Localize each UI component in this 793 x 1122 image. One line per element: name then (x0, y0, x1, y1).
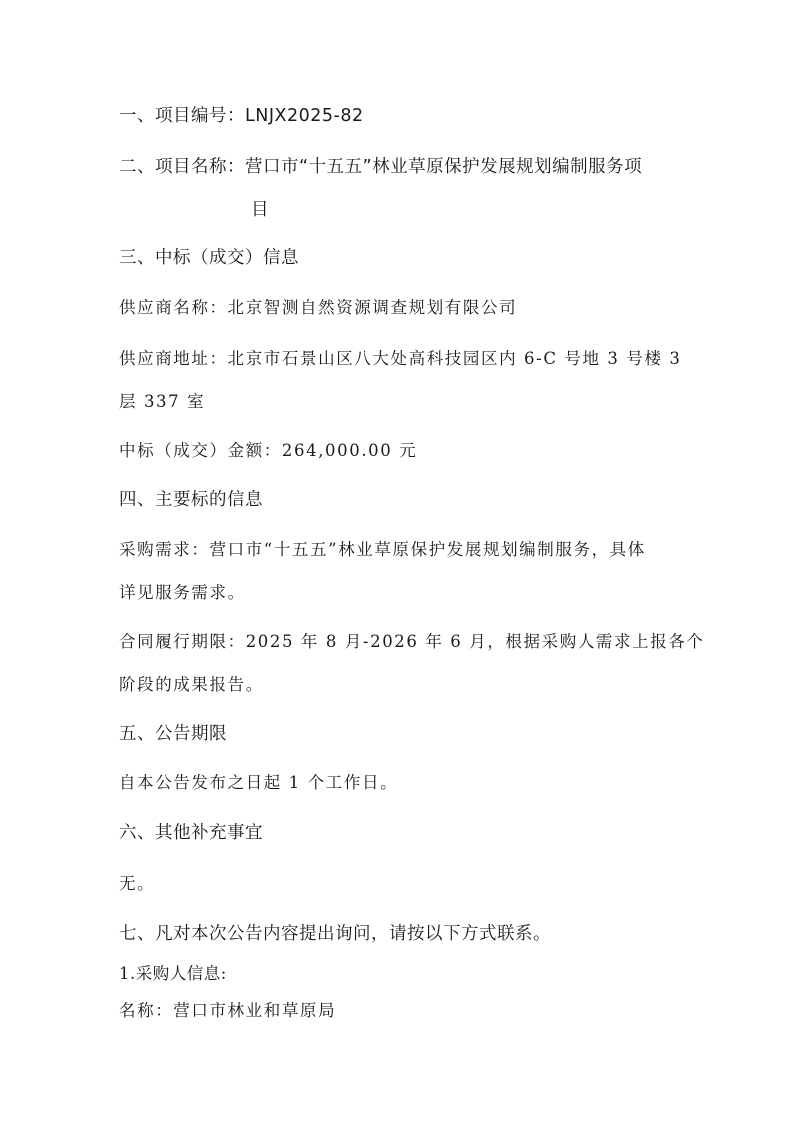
contact-heading: 七、凡对本次公告内容提出询问，请按以下方式联系。 (119, 924, 551, 944)
supplier-address: 供应商地址：北京市石景山区八大处高科技园区内 6-C 号地 3 号楼 3 (119, 349, 682, 368)
purchaser-info-title: 1.采购人信息: (119, 964, 227, 983)
procurement-requirement: 采购需求：营口市“十五五”林业草原保护发展规划编制服务，具体 (119, 540, 646, 559)
award-amount: 中标（成交）金额：264,000.00 元 (119, 441, 418, 460)
other-matters: 无。 (119, 874, 156, 893)
notice-period: 自本公告发布之日起 1 个工作日。 (119, 773, 399, 792)
other-matters-heading: 六、其他补充事宜 (119, 823, 263, 843)
award-info-heading: 三、中标（成交）信息 (119, 248, 299, 268)
supplier-address-continued: 层 337 室 (119, 392, 206, 411)
main-subject-heading: 四、主要标的信息 (119, 490, 263, 510)
contract-period: 合同履行期限：2025 年 8 月-2026 年 6 月，根据采购人需求上报各个 (119, 632, 705, 651)
project-name-heading-continued: 目 (251, 200, 269, 220)
notice-period-heading: 五、公告期限 (119, 724, 227, 744)
project-number-heading: 一、项目编号：LNJX2025-82 (119, 106, 364, 126)
supplier-name: 供应商名称：北京智测自然资源调查规划有限公司 (119, 298, 518, 317)
project-name-heading: 二、项目名称：营口市“十五五”林业草原保护发展规划编制服务项 (119, 157, 643, 177)
procurement-requirement-continued: 详见服务需求。 (119, 583, 246, 602)
purchaser-name: 名称：营口市林业和草原局 (119, 1001, 337, 1020)
contract-period-continued: 阶段的成果报告。 (119, 675, 264, 694)
